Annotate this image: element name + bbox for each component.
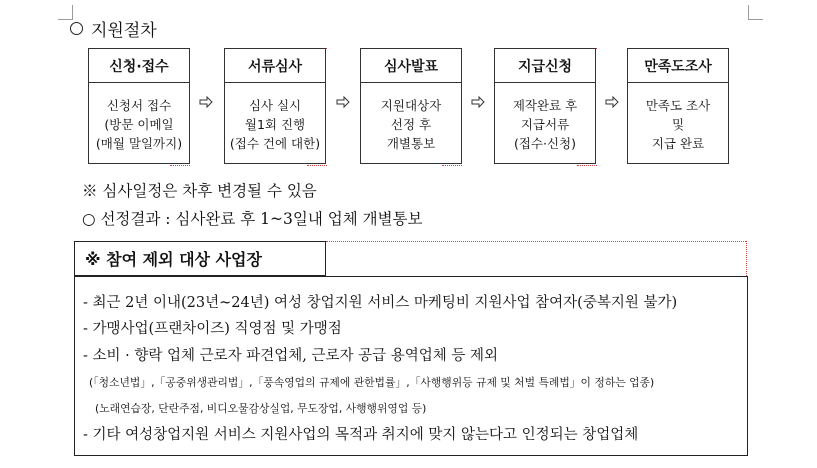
step-title: 심사발표 (361, 49, 461, 83)
step-line: 및 (671, 116, 685, 132)
section-heading-label: 지원절차 (91, 21, 157, 41)
step-line: 제작완료 후 (512, 97, 578, 113)
step-line: 심사 실시 (248, 97, 302, 113)
circle-bullet-icon (70, 22, 83, 35)
schedule-note: ※ 심사일정은 차후 변경될 수 있음 (82, 182, 317, 200)
step-line: (접수 건에 대한) (229, 135, 321, 151)
step-line: 지급서류 (520, 116, 570, 132)
right-arrow-icon (605, 96, 619, 108)
exclusion-item: - 가맹사업(프랜차이즈) 직영점 및 가맹점 (83, 321, 342, 337)
exclusion-item: - 소비 · 향락 업체 근로자 파견업체, 근로자 공급 용역업체 등 제외 (83, 348, 498, 364)
step-box-document-review (224, 48, 326, 164)
exclusion-list-box (74, 276, 748, 456)
right-arrow-icon (199, 96, 213, 108)
right-arrow-icon (471, 96, 485, 108)
step-line: 지원대상자 (380, 97, 442, 113)
exclusion-item: - 기타 여성창업지원 서비스 지원사업의 목적과 취지에 맞지 않는다고 인정되는 창업업체 (83, 427, 639, 443)
right-arrow-icon (336, 96, 350, 108)
page-corner-mark-right (748, 5, 763, 20)
step-line: (접수·신청) (513, 135, 577, 151)
step-line: (방문 이메일 (104, 116, 174, 132)
step-line: 월1회 진행 (244, 116, 306, 132)
step-title: 지급신청 (495, 49, 595, 83)
step-title: 만족도조사 (628, 49, 728, 83)
step-line: 지급 완료 (651, 135, 705, 151)
title-dotted-border (746, 241, 747, 276)
step-box-apply (88, 48, 190, 164)
step-title: 신청·접수 (89, 49, 189, 83)
step-title: 서류심사 (225, 49, 325, 83)
exclusion-title: ※ 참여 제외 대상 사업장 (74, 241, 326, 276)
section-heading (70, 16, 157, 41)
step-box-announcement (360, 48, 462, 164)
step-box-satisfaction-survey (627, 48, 729, 164)
step-line: (매월 말일까지) (95, 135, 183, 151)
step-line: 만족도 조사 (645, 97, 711, 113)
exclusion-detail: (노래연습장, 단란주점, 비디오물감상실업, 무도장업, 사행행위영업 등) (95, 402, 427, 415)
exclusion-item: - 최근 2년 이내(23년~24년) 여성 창업지원 서비스 마케팅비 지원사업 참여자(중복지원 불가) (83, 295, 678, 311)
step-line: 개별통보 (386, 135, 436, 151)
title-dotted-border (326, 241, 746, 242)
result-note: ○ 선정결과 : 심사완료 후 1~3일내 업체 개별통보 (82, 210, 423, 228)
exclusion-detail: (「청소년법」,「공중위생관리법」,「풍속영업의 규제에 관한법률」,「사행행위등 규제 및 처벌 특례법」이 정하는 업종) (89, 376, 655, 389)
step-line: 신청서 접수 (106, 97, 172, 113)
step-box-payment-request (494, 48, 596, 164)
step-line: 선정 후 (390, 116, 432, 132)
